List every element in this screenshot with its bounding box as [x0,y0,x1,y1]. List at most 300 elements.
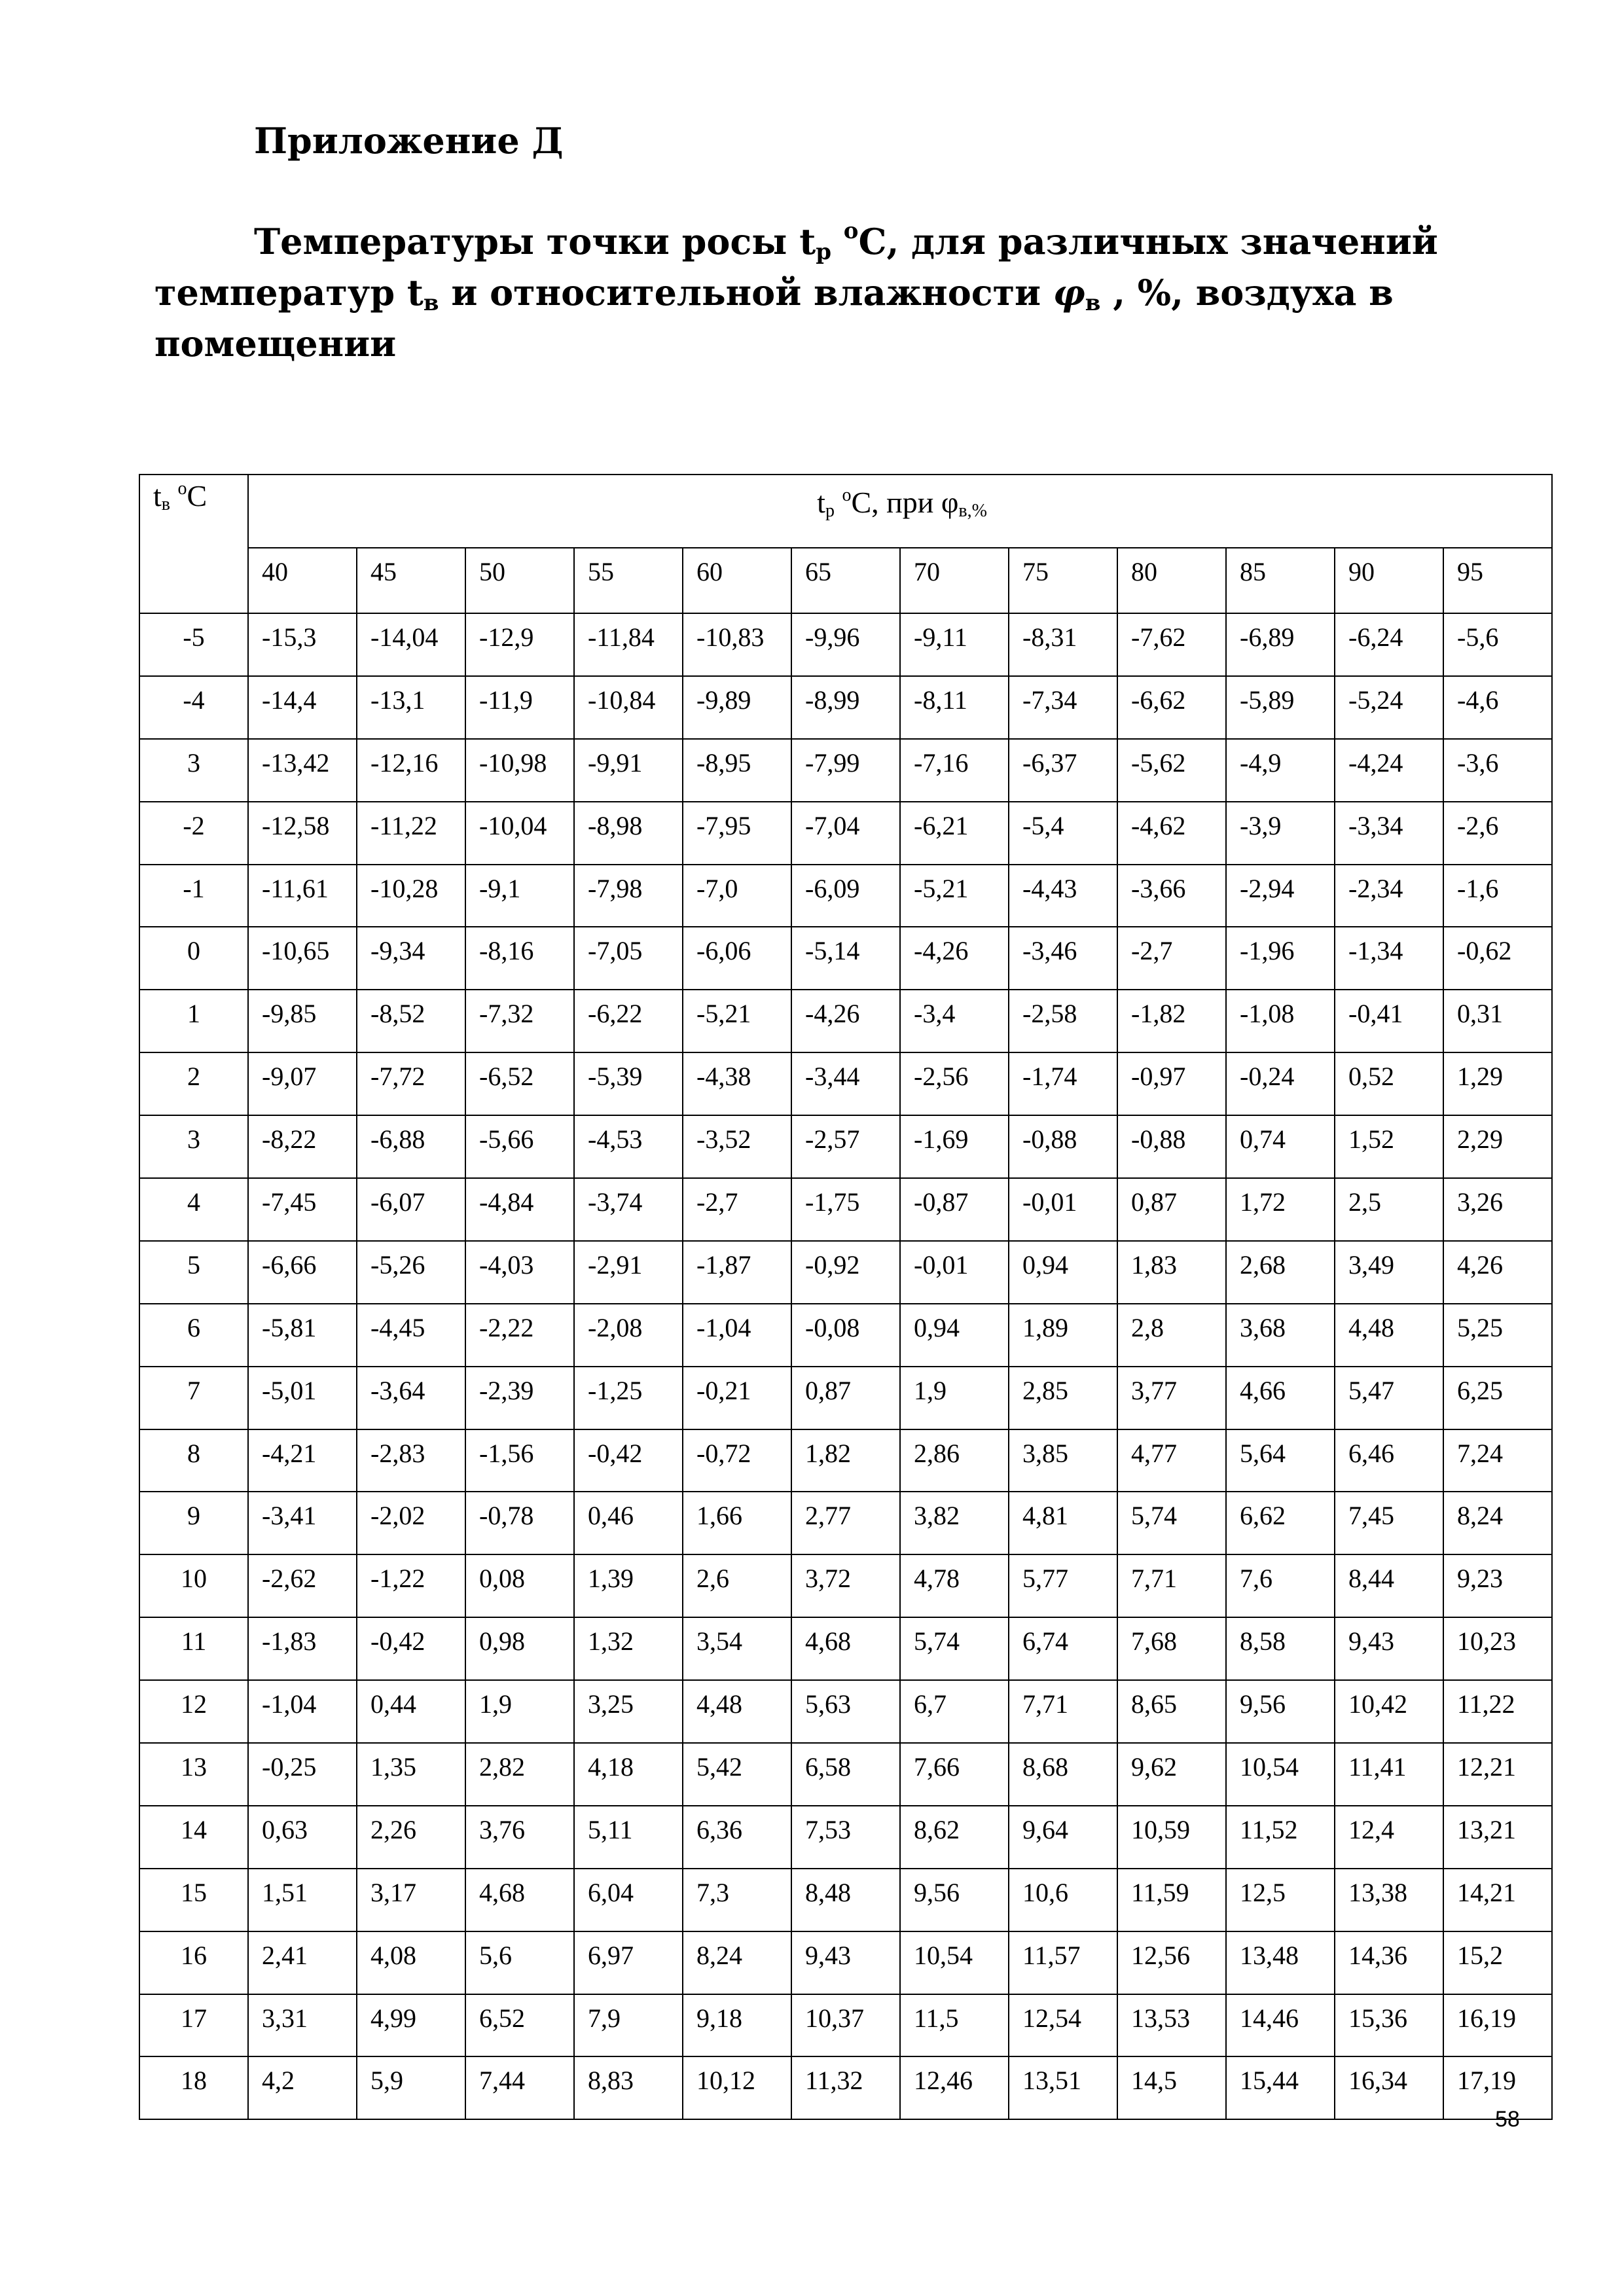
dew-point-cell: -6,07 [357,1178,465,1241]
dew-point-cell: 1,9 [900,1367,1009,1429]
dew-point-cell: -3,9 [1226,802,1335,865]
row-temperature-cell: 7 [139,1367,248,1429]
row-temperature-cell: 18 [139,2056,248,2119]
dew-point-cell: 11,41 [1335,1743,1443,1806]
dew-point-cell: 0,52 [1335,1052,1443,1115]
dew-point-cell: 6,97 [574,1931,683,1994]
dew-point-cell: 6,46 [1335,1429,1443,1492]
dew-point-cell: -6,22 [574,990,683,1052]
dew-point-cell: 7,9 [574,1994,683,2057]
dew-point-cell: -1,22 [357,1554,465,1617]
table-row [139,1178,1552,1241]
dew-point-cell: -4,53 [574,1115,683,1178]
dew-point-cell: -11,22 [357,802,465,865]
dew-point-cell: -9,96 [791,613,900,676]
dew-point-cell: 0,44 [357,1680,465,1743]
dew-point-cell: 11,59 [1117,1869,1226,1931]
dew-point-cell: 7,6 [1226,1554,1335,1617]
dew-point-cell: 11,57 [1009,1931,1117,1994]
humidity-header-cell: 95 [1443,548,1552,613]
dew-point-cell: 6,25 [1443,1367,1552,1429]
dew-point-cell: 14,46 [1226,1994,1335,2057]
humidity-group-header: $t_р$ $^o$С, при $\varphi_{в,\%}$ [248,475,1552,548]
table-row [139,613,1552,676]
dew-point-cell: 7,71 [1117,1554,1226,1617]
row-temperature-cell: -2 [139,802,248,865]
dew-point-cell: 7,24 [1443,1429,1552,1492]
dew-point-cell: -15,3 [248,613,357,676]
dew-point-cell: 11,22 [1443,1680,1552,1743]
dew-point-cell: -5,66 [465,1115,574,1178]
dew-point-cell: 8,62 [900,1806,1009,1869]
dew-point-cell: -2,57 [791,1115,900,1178]
dew-point-cell: -0,24 [1226,1052,1335,1115]
dew-point-cell: -11,9 [465,676,574,739]
dew-point-cell: -4,43 [1009,865,1117,927]
dew-point-cell: -2,83 [357,1429,465,1492]
table-row [139,802,1552,865]
table-row [139,1367,1552,1429]
dew-point-cell: 5,25 [1443,1304,1552,1367]
dew-point-cell: -4,45 [357,1304,465,1367]
dew-point-cell: -12,58 [248,802,357,865]
dew-point-cell: -5,62 [1117,739,1226,802]
dew-point-cell: 4,78 [900,1554,1009,1617]
dew-point-cell: 13,48 [1226,1931,1335,1994]
row-temperature-cell: 13 [139,1743,248,1806]
page-number: 58 [1495,2107,1520,2132]
row-temperature-cell: 14 [139,1806,248,1869]
row-temperature-cell: 6 [139,1304,248,1367]
dew-point-cell: -0,72 [683,1429,791,1492]
humidity-header-cell: 50 [465,548,574,613]
row-temperature-cell: 9 [139,1492,248,1554]
dew-point-cell: 1,82 [791,1429,900,1492]
dew-point-cell: 8,48 [791,1869,900,1931]
dew-point-cell: 2,29 [1443,1115,1552,1178]
dew-point-cell: 9,23 [1443,1554,1552,1617]
humidity-header-cell: 60 [683,548,791,613]
dew-point-cell: -4,21 [248,1429,357,1492]
dew-point-cell: 1,29 [1443,1052,1552,1115]
dew-point-cell: 4,48 [1335,1304,1443,1367]
dew-point-cell: -9,85 [248,990,357,1052]
row-temperature-cell: 1 [139,990,248,1052]
dew-point-cell: -7,99 [791,739,900,802]
dew-point-cell: -3,74 [574,1178,683,1241]
dew-point-cell: -2,02 [357,1492,465,1554]
dew-point-cell: 5,63 [791,1680,900,1743]
dew-point-cell: 5,9 [357,2056,465,2119]
dew-point-cell: 0,87 [791,1367,900,1429]
dew-point-cell: 7,66 [900,1743,1009,1806]
table-row [139,1554,1552,1617]
dew-point-cell: -0,01 [900,1241,1009,1304]
table-row [139,1115,1552,1178]
dew-point-cell: -4,03 [465,1241,574,1304]
dew-point-cell: 1,89 [1009,1304,1117,1367]
dew-point-cell: 13,21 [1443,1806,1552,1869]
dew-point-cell: -3,44 [791,1052,900,1115]
row-temperature-cell: 15 [139,1869,248,1931]
dew-point-cell: -0,21 [683,1367,791,1429]
dew-point-cell: 8,65 [1117,1680,1226,1743]
dew-point-cell: 10,54 [1226,1743,1335,1806]
dew-point-cell: -4,38 [683,1052,791,1115]
dew-point-cell: -2,39 [465,1367,574,1429]
dew-point-cell: -6,37 [1009,739,1117,802]
dew-point-cell: 1,39 [574,1554,683,1617]
dew-point-cell: 2,86 [900,1429,1009,1492]
dew-point-cell: 8,24 [683,1931,791,1994]
dew-point-cell: -4,24 [1335,739,1443,802]
dew-point-cell: -6,62 [1117,676,1226,739]
dew-point-cell: -0,62 [1443,927,1552,990]
dew-point-cell: -7,32 [465,990,574,1052]
table-row [139,1304,1552,1367]
dew-point-cell: 2,82 [465,1743,574,1806]
dew-point-cell: 7,3 [683,1869,791,1931]
dew-point-cell: -2,58 [1009,990,1117,1052]
dew-point-cell: 0,74 [1226,1115,1335,1178]
dew-point-cell: 5,42 [683,1743,791,1806]
humidity-header-cell: 55 [574,548,683,613]
dew-point-cell: -1,82 [1117,990,1226,1052]
table-row [139,1680,1552,1743]
dew-point-cell: -0,42 [357,1617,465,1680]
dew-point-cell: -3,66 [1117,865,1226,927]
row-temperature-cell: -1 [139,865,248,927]
dew-point-cell: -8,22 [248,1115,357,1178]
dew-point-cell: 2,41 [248,1931,357,1994]
dew-point-cell: -3,34 [1335,802,1443,865]
dew-point-cell: 2,5 [1335,1178,1443,1241]
dew-point-cell: -1,08 [1226,990,1335,1052]
dew-point-cell: -1,56 [465,1429,574,1492]
dew-point-cell: -7,72 [357,1052,465,1115]
dew-point-cell: -6,88 [357,1115,465,1178]
dew-point-cell: 8,58 [1226,1617,1335,1680]
table-row [139,1994,1552,2057]
dew-point-cell: 14,36 [1335,1931,1443,1994]
row-temperature-cell: 0 [139,927,248,990]
dew-point-cell: 4,08 [357,1931,465,1994]
humidity-header-cell: 65 [791,548,900,613]
dew-point-cell: -9,1 [465,865,574,927]
table-row [139,739,1552,802]
humidity-header-cell: 80 [1117,548,1226,613]
table-row [139,865,1552,927]
dew-point-cell: 14,5 [1117,2056,1226,2119]
dew-point-cell: -10,84 [574,676,683,739]
dew-point-cell: -1,04 [248,1680,357,1743]
dew-point-cell: -0,78 [465,1492,574,1554]
dew-point-cell: 1,83 [1117,1241,1226,1304]
dew-point-cell: 2,26 [357,1806,465,1869]
dew-point-cell: 0,94 [1009,1241,1117,1304]
dew-point-cell: 8,44 [1335,1554,1443,1617]
dew-point-cell: -1,83 [248,1617,357,1680]
dew-point-cell: -0,88 [1009,1115,1117,1178]
dew-point-cell: -7,95 [683,802,791,865]
dew-point-cell: -5,21 [900,865,1009,927]
dew-point-cell: 5,6 [465,1931,574,1994]
dew-point-cell: 3,49 [1335,1241,1443,1304]
dew-point-cell: -9,11 [900,613,1009,676]
corner-header-tv: $t_в$ $^o$C [139,475,248,613]
dew-point-cell: 3,72 [791,1554,900,1617]
dew-point-cell: -9,89 [683,676,791,739]
humidity-header-cell: 45 [357,548,465,613]
dew-point-cell: 3,17 [357,1869,465,1931]
dew-point-cell: -8,52 [357,990,465,1052]
dew-point-cell: 0,46 [574,1492,683,1554]
dew-point-cell: -7,04 [791,802,900,865]
row-temperature-cell: 5 [139,1241,248,1304]
dew-point-cell: -4,26 [900,927,1009,990]
row-temperature-cell: 17 [139,1994,248,2057]
dew-point-cell: 4,2 [248,2056,357,2119]
dew-point-cell: 12,54 [1009,1994,1117,2057]
dew-point-cell: -6,24 [1335,613,1443,676]
dew-point-cell: 8,83 [574,2056,683,2119]
dew-point-cell: -2,22 [465,1304,574,1367]
dew-point-cell: -7,34 [1009,676,1117,739]
table-row [139,2056,1552,2119]
dew-point-cell: 7,44 [465,2056,574,2119]
dew-point-cell: -4,9 [1226,739,1335,802]
dew-point-cell: -8,99 [791,676,900,739]
dew-point-cell: 0,98 [465,1617,574,1680]
dew-point-cell: 12,21 [1443,1743,1552,1806]
table-caption: Температуры точки росы $t_р$ $^o$С, для различных значений температур $t_в$ и относительной влажности $\varphi_в$ , %, воздуха в помещении [154,218,1438,365]
dew-point-cell: -0,97 [1117,1052,1226,1115]
dew-point-cell: 11,32 [791,2056,900,2119]
row-temperature-cell: 16 [139,1931,248,1994]
dew-point-cell: 14,21 [1443,1869,1552,1931]
dew-point-cell: -8,11 [900,676,1009,739]
dew-point-cell: -8,98 [574,802,683,865]
dew-point-cell: 2,68 [1226,1241,1335,1304]
dew-point-cell: -12,16 [357,739,465,802]
appendix-title: Приложение Д [254,120,564,162]
dew-point-cell: -1,74 [1009,1052,1117,1115]
dew-point-cell: 7,45 [1335,1492,1443,1554]
dew-point-cell: -0,41 [1335,990,1443,1052]
dew-point-cell: -7,05 [574,927,683,990]
dew-point-cell: -9,07 [248,1052,357,1115]
humidity-header-cell: 85 [1226,548,1335,613]
dew-point-cell: 1,32 [574,1617,683,1680]
dew-point-cell: 10,12 [683,2056,791,2119]
dew-point-cell: -3,52 [683,1115,791,1178]
dew-point-cell: -7,16 [900,739,1009,802]
dew-point-cell: 0,08 [465,1554,574,1617]
dew-point-cell: -6,66 [248,1241,357,1304]
dew-point-cell: 15,2 [1443,1931,1552,1994]
dew-point-cell: -10,83 [683,613,791,676]
dew-point-cell: -14,04 [357,613,465,676]
dew-point-cell: 0,31 [1443,990,1552,1052]
dew-point-cell: 5,11 [574,1806,683,1869]
dew-point-cell: 11,5 [900,1994,1009,2057]
dew-point-cell: -10,98 [465,739,574,802]
dew-point-cell: 1,51 [248,1869,357,1931]
table-row [139,1429,1552,1492]
dew-point-cell: 9,62 [1117,1743,1226,1806]
dew-point-cell: 9,43 [791,1931,900,1994]
dew-point-cell: 4,77 [1117,1429,1226,1492]
dew-point-cell: -5,39 [574,1052,683,1115]
dew-point-cell: -5,4 [1009,802,1117,865]
dew-point-cell: 10,6 [1009,1869,1117,1931]
humidity-header-cell: 70 [900,548,1009,613]
dew-point-cell: -5,21 [683,990,791,1052]
dew-point-cell: -11,61 [248,865,357,927]
dew-point-cell: -1,25 [574,1367,683,1429]
row-temperature-cell: 2 [139,1052,248,1115]
dew-point-cell: -1,04 [683,1304,791,1367]
row-temperature-cell: 4 [139,1178,248,1241]
dew-point-cell: 10,37 [791,1994,900,2057]
dew-point-cell: -10,04 [465,802,574,865]
dew-point-cell: 4,81 [1009,1492,1117,1554]
dew-point-cell: -7,45 [248,1178,357,1241]
dew-point-cell: -3,64 [357,1367,465,1429]
table-row [139,1806,1552,1869]
dew-point-cell: -3,4 [900,990,1009,1052]
dew-point-cell: -3,46 [1009,927,1117,990]
dew-point-cell: 4,99 [357,1994,465,2057]
table-row [139,1743,1552,1806]
dew-point-cell: 3,68 [1226,1304,1335,1367]
dew-point-cell: 1,35 [357,1743,465,1806]
dew-point-cell: 12,56 [1117,1931,1226,1994]
dew-point-cell: -8,16 [465,927,574,990]
dew-point-cell: -10,65 [248,927,357,990]
dew-point-cell: -5,01 [248,1367,357,1429]
dew-point-cell: -0,01 [1009,1178,1117,1241]
dew-point-cell: 6,52 [465,1994,574,2057]
dew-point-cell: -13,1 [357,676,465,739]
dew-point-cell: 6,58 [791,1743,900,1806]
dew-point-cell: -0,87 [900,1178,1009,1241]
dew-point-cell: -7,62 [1117,613,1226,676]
humidity-values-row [139,548,1552,613]
dew-point-cell: 13,38 [1335,1869,1443,1931]
dew-point-cell: 12,4 [1335,1806,1443,1869]
dew-point-cell: -0,88 [1117,1115,1226,1178]
dew-point-cell: 4,48 [683,1680,791,1743]
humidity-header-cell: 75 [1009,548,1117,613]
dew-point-cell: -13,42 [248,739,357,802]
dew-point-cell: -2,7 [1117,927,1226,990]
dew-point-table [139,474,1553,2120]
dew-point-cell: -2,34 [1335,865,1443,927]
row-temperature-cell: -5 [139,613,248,676]
table-row [139,1617,1552,1680]
dew-point-cell: 2,85 [1009,1367,1117,1429]
dew-point-cell: 2,6 [683,1554,791,1617]
dew-point-cell: 5,64 [1226,1429,1335,1492]
dew-point-cell: -5,89 [1226,676,1335,739]
dew-point-cell: 1,9 [465,1680,574,1743]
dew-point-cell: -14,4 [248,676,357,739]
row-temperature-cell: -4 [139,676,248,739]
dew-point-cell: -4,84 [465,1178,574,1241]
dew-point-cell: -7,98 [574,865,683,927]
dew-point-cell: -2,6 [1443,802,1552,865]
dew-point-cell: 12,46 [900,2056,1009,2119]
dew-point-cell: 6,04 [574,1869,683,1931]
table-row [139,1241,1552,1304]
dew-point-cell: 7,71 [1009,1680,1117,1743]
dew-point-cell: -0,08 [791,1304,900,1367]
dew-point-cell: 10,54 [900,1931,1009,1994]
table-row [139,927,1552,990]
dew-point-cell: 17,19 [1443,2056,1552,2119]
dew-point-cell: -12,9 [465,613,574,676]
dew-point-cell: -10,28 [357,865,465,927]
dew-point-cell: -0,42 [574,1429,683,1492]
dew-point-cell: 16,19 [1443,1994,1552,2057]
dew-point-cell: -4,62 [1117,802,1226,865]
dew-point-cell: 6,62 [1226,1492,1335,1554]
dew-point-cell: -1,6 [1443,865,1552,927]
dew-point-cell: 1,66 [683,1492,791,1554]
dew-point-cell: 5,74 [1117,1492,1226,1554]
dew-point-cell: 2,77 [791,1492,900,1554]
dew-point-cell: -0,92 [791,1241,900,1304]
dew-point-cell: 3,54 [683,1617,791,1680]
dew-point-cell: 10,23 [1443,1617,1552,1680]
table-row [139,1052,1552,1115]
row-temperature-cell: 3 [139,739,248,802]
dew-point-cell: 3,85 [1009,1429,1117,1492]
dew-point-cell: -7,0 [683,865,791,927]
dew-point-cell: -3,41 [248,1492,357,1554]
dew-point-cell: 15,36 [1335,1994,1443,2057]
row-temperature-cell: 11 [139,1617,248,1680]
dew-point-cell: -6,06 [683,927,791,990]
dew-point-cell: 3,77 [1117,1367,1226,1429]
row-temperature-cell: 10 [139,1554,248,1617]
dew-point-cell: 0,87 [1117,1178,1226,1241]
dew-point-cell: -4,26 [791,990,900,1052]
dew-point-cell: -1,34 [1335,927,1443,990]
dew-point-cell: -1,75 [791,1178,900,1241]
table-row [139,990,1552,1052]
dew-point-cell: 4,68 [791,1617,900,1680]
table-row [139,1492,1552,1554]
dew-point-cell: -5,14 [791,927,900,990]
dew-point-cell: 3,82 [900,1492,1009,1554]
humidity-header-cell: 40 [248,548,357,613]
dew-point-cell: 0,63 [248,1806,357,1869]
dew-point-cell: 5,47 [1335,1367,1443,1429]
dew-point-cell: -0,25 [248,1743,357,1806]
dew-point-cell: -5,81 [248,1304,357,1367]
dew-point-cell: -2,62 [248,1554,357,1617]
row-temperature-cell: 8 [139,1429,248,1492]
dew-point-cell: -1,96 [1226,927,1335,990]
dew-point-cell: 4,18 [574,1743,683,1806]
dew-point-cell: 6,74 [1009,1617,1117,1680]
table-header-row [139,475,1552,548]
dew-point-cell: 10,59 [1117,1806,1226,1869]
dew-point-cell: 7,53 [791,1806,900,1869]
dew-point-cell: -3,6 [1443,739,1552,802]
